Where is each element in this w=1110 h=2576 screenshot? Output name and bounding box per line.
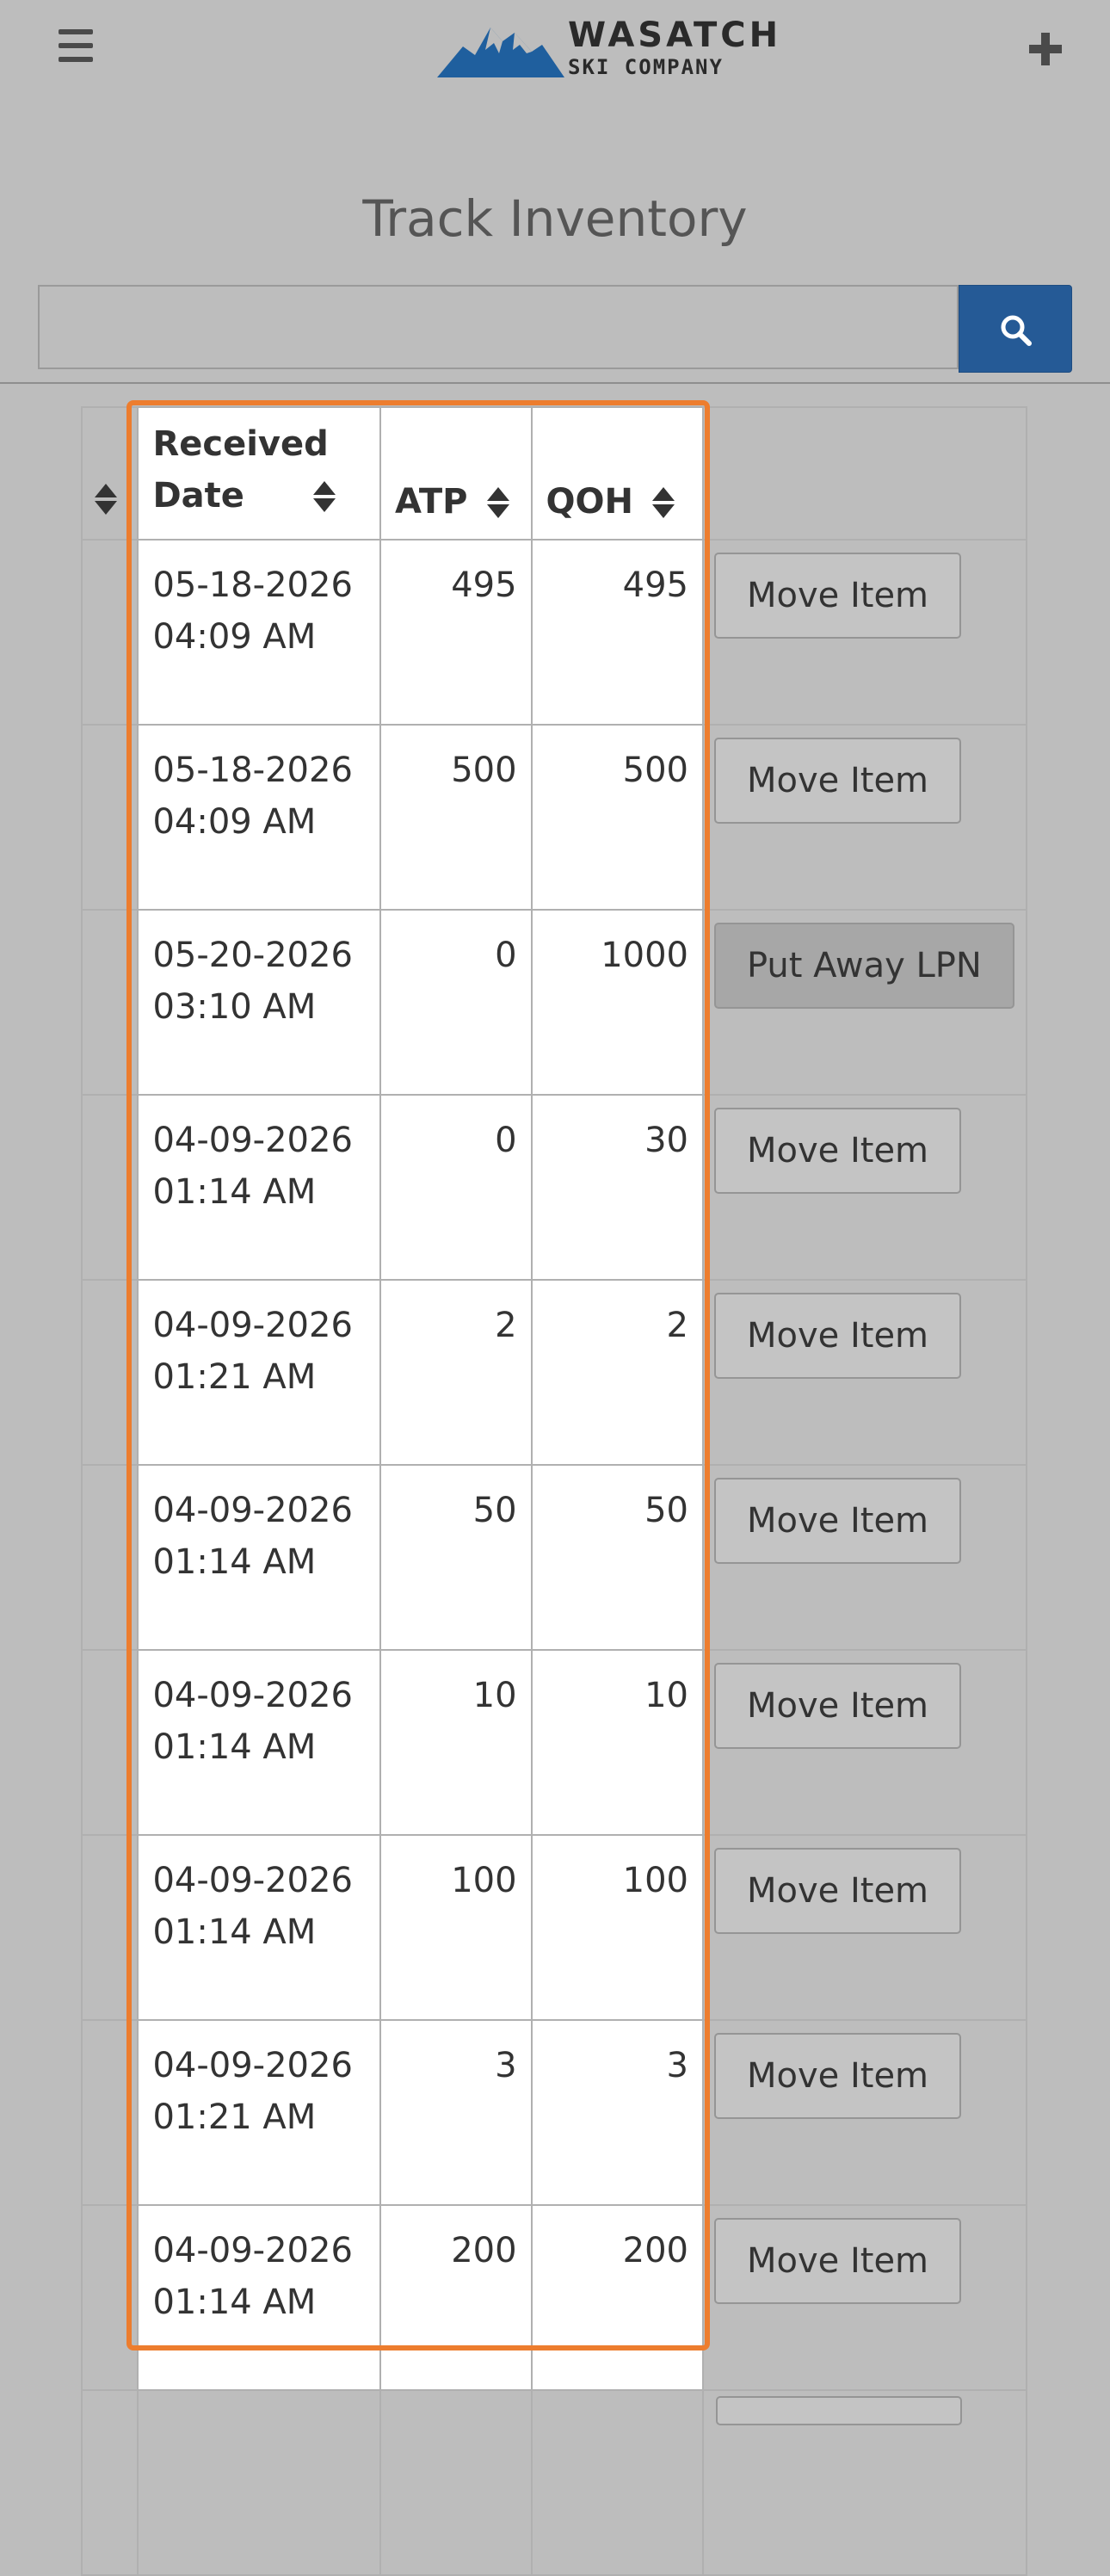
atp-cell: 10 bbox=[380, 1650, 532, 1835]
column-header-atp[interactable] bbox=[380, 407, 532, 540]
atp-label: ATP bbox=[395, 482, 468, 522]
move-item-button[interactable]: Move Item bbox=[714, 1663, 961, 1749]
inventory-table-wrapper[interactable] bbox=[81, 406, 1027, 2576]
table-row bbox=[82, 1650, 1027, 1835]
move-item-button[interactable]: Move Item bbox=[714, 2218, 961, 2304]
move-item-button[interactable]: Move Item bbox=[714, 1293, 961, 1379]
qoh-cell: 10 bbox=[532, 1650, 703, 1835]
qoh-cell: 50 bbox=[532, 1465, 703, 1650]
qoh-cell: 100 bbox=[532, 1835, 703, 2020]
received-date-cell: 04-09-2026 01:14 AM bbox=[138, 2205, 380, 2390]
plus-icon[interactable] bbox=[1026, 22, 1067, 74]
company-logo bbox=[437, 15, 782, 84]
received-date-cell: 04-09-2026 01:14 AM bbox=[138, 1465, 380, 1650]
app-header bbox=[0, 0, 1110, 103]
mountain-logo-icon bbox=[437, 15, 566, 84]
atp-cell: 200 bbox=[380, 2205, 532, 2390]
logo-text-wasatch: WASATCH bbox=[568, 15, 782, 55]
table-row bbox=[82, 1280, 1027, 1465]
qoh-cell: 495 bbox=[532, 540, 703, 725]
qoh-cell: 30 bbox=[532, 1095, 703, 1280]
move-item-button[interactable]: Move Item bbox=[714, 553, 961, 639]
sort-icon[interactable] bbox=[487, 487, 509, 520]
qoh-cell: 500 bbox=[532, 725, 703, 910]
table-row bbox=[82, 1835, 1027, 2020]
qoh-label: QOH bbox=[546, 482, 634, 522]
page-title: Track Inventory bbox=[362, 189, 748, 248]
move-item-button[interactable]: Move Item bbox=[714, 738, 961, 824]
table-row bbox=[82, 1095, 1027, 1280]
received-date-cell: 04-09-2026 01:14 AM bbox=[138, 1095, 380, 1280]
table-row bbox=[82, 2020, 1027, 2205]
search-bar bbox=[38, 285, 1072, 373]
move-item-button[interactable]: Move Item bbox=[714, 2033, 961, 2119]
atp-cell: 0 bbox=[380, 910, 532, 1095]
hamburger-menu-icon[interactable] bbox=[53, 26, 98, 71]
table-row bbox=[82, 540, 1027, 725]
search-button[interactable] bbox=[959, 285, 1072, 373]
move-item-button[interactable]: Move Item bbox=[714, 1848, 961, 1934]
qoh-cell: 2 bbox=[532, 1280, 703, 1465]
received-date-cell: 05-18-2026 04:09 AM bbox=[138, 540, 380, 725]
received-date-label-line1: Received bbox=[152, 424, 329, 464]
column-header-received-date[interactable] bbox=[138, 407, 380, 540]
header-divider bbox=[0, 382, 1110, 384]
put-away-lpn-button[interactable]: Put Away LPN bbox=[714, 923, 1014, 1009]
received-date-cell: 05-18-2026 04:09 AM bbox=[138, 725, 380, 910]
received-date-cell: 04-09-2026 01:21 AM bbox=[138, 1280, 380, 1465]
qoh-cell: 1000 bbox=[532, 910, 703, 1095]
column-header-actions bbox=[703, 407, 1027, 540]
received-date-label-line2: Date bbox=[152, 476, 244, 516]
column-header-qoh[interactable] bbox=[532, 407, 703, 540]
atp-cell: 500 bbox=[380, 725, 532, 910]
move-item-button[interactable]: Move Item bbox=[714, 1108, 961, 1194]
inventory-table bbox=[81, 406, 1027, 2576]
search-input[interactable] bbox=[38, 285, 959, 369]
table-row bbox=[82, 1465, 1027, 1650]
table-row bbox=[82, 2205, 1027, 2390]
atp-cell: 0 bbox=[380, 1095, 532, 1280]
move-item-button-partial[interactable] bbox=[716, 2396, 962, 2425]
qoh-cell: 3 bbox=[532, 2020, 703, 2205]
sort-icon[interactable] bbox=[95, 484, 117, 516]
table-row bbox=[82, 910, 1027, 1095]
sort-icon[interactable] bbox=[652, 487, 675, 520]
table-header-row bbox=[82, 407, 1027, 540]
qoh-cell: 200 bbox=[532, 2205, 703, 2390]
received-date-cell: 04-09-2026 01:14 AM bbox=[138, 1835, 380, 2020]
atp-cell: 3 bbox=[380, 2020, 532, 2205]
logo-text-ski-company: SKI COMPANY bbox=[568, 55, 724, 79]
atp-cell: 100 bbox=[380, 1835, 532, 2020]
atp-cell: 495 bbox=[380, 540, 532, 725]
received-date-cell: 05-20-2026 03:10 AM bbox=[138, 910, 380, 1095]
column-header-hidden[interactable] bbox=[82, 407, 138, 540]
atp-cell: 50 bbox=[380, 1465, 532, 1650]
move-item-button[interactable]: Move Item bbox=[714, 1478, 961, 1564]
table-row bbox=[82, 725, 1027, 910]
received-date-cell: 04-09-2026 01:21 AM bbox=[138, 2020, 380, 2205]
search-icon bbox=[999, 313, 1033, 348]
received-date-cell: 04-09-2026 01:14 AM bbox=[138, 1650, 380, 1835]
sort-icon[interactable] bbox=[313, 481, 336, 514]
atp-cell: 2 bbox=[380, 1280, 532, 1465]
